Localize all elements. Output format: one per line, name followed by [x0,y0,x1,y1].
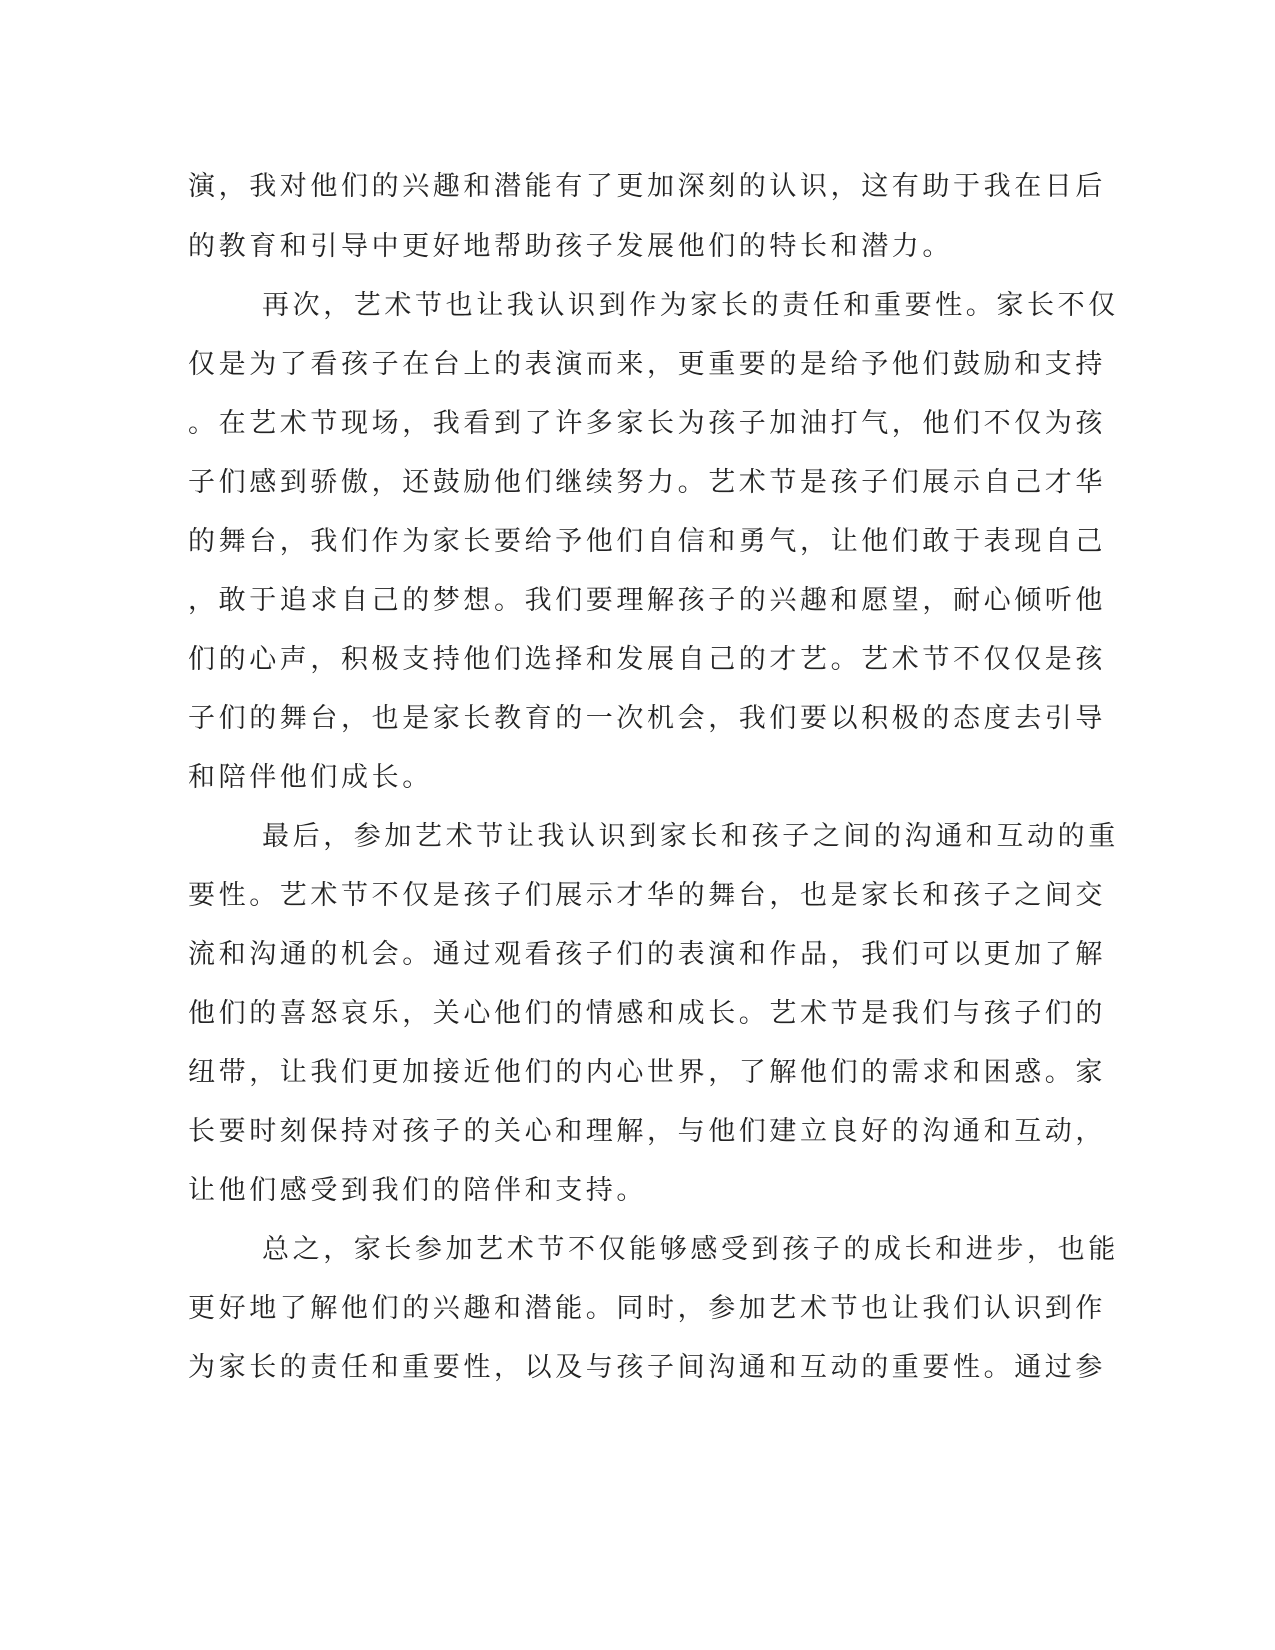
text-line: 更好地了解他们的兴趣和潜能。同时，参加艺术节也让我们认识到作 [188,1293,1106,1324]
text-line: 让他们感受到我们的陪伴和支持。 [188,1175,647,1206]
text-line: 仅是为了看孩子在台上的表演而来，更重要的是给予他们鼓励和支持 [188,349,1106,380]
text-line: 的教育和引导中更好地帮助孩子发展他们的特长和潜力。 [188,231,953,262]
paragraph-start-line: 最后，参加艺术节让我认识到家长和孩子之间的沟通和互动的重 [262,821,1119,852]
text-line: 他们的喜怒哀乐，关心他们的情感和成长。艺术节是我们与孩子们的 [188,998,1106,1029]
text-line: 流和沟通的机会。通过观看孩子们的表演和作品，我们可以更加了解 [188,939,1106,970]
text-line: 纽带，让我们更加接近他们的内心世界，了解他们的需求和困惑。家 [188,1057,1106,1088]
paragraph-start-line: 总之，家长参加艺术节不仅能够感受到孩子的成长和进步，也能 [262,1234,1119,1265]
text-line: 和陪伴他们成长。 [188,762,433,793]
text-line: 子们感到骄傲，还鼓励他们继续努力。艺术节是孩子们展示自己才华 [188,467,1106,498]
text-line: 演，我对他们的兴趣和潜能有了更加深刻的认识，这有助于我在日后 [188,171,1106,202]
text-line: 的舞台，我们作为家长要给予他们自信和勇气，让他们敢于表现自己 [188,526,1106,557]
paragraph-start-line: 再次，艺术节也让我认识到作为家长的责任和重要性。家长不仅 [262,290,1119,321]
text-line: 要性。艺术节不仅是孩子们展示才华的舞台，也是家长和孩子之间交 [188,880,1106,911]
text-line: 长要时刻保持对孩子的关心和理解，与他们建立良好的沟通和互动， [188,1116,1106,1147]
text-line: 。在艺术节现场，我看到了许多家长为孩子加油打气，他们不仅为孩 [188,408,1106,439]
text-line: 子们的舞台，也是家长教育的一次机会，我们要以积极的态度去引导 [188,703,1106,734]
text-line: 为家长的责任和重要性，以及与孩子间沟通和互动的重要性。通过参 [188,1352,1106,1383]
text-line: ，敢于追求自己的梦想。我们要理解孩子的兴趣和愿望，耐心倾听他 [188,585,1106,616]
text-line: 们的心声，积极支持他们选择和发展自己的才艺。艺术节不仅仅是孩 [188,644,1106,675]
